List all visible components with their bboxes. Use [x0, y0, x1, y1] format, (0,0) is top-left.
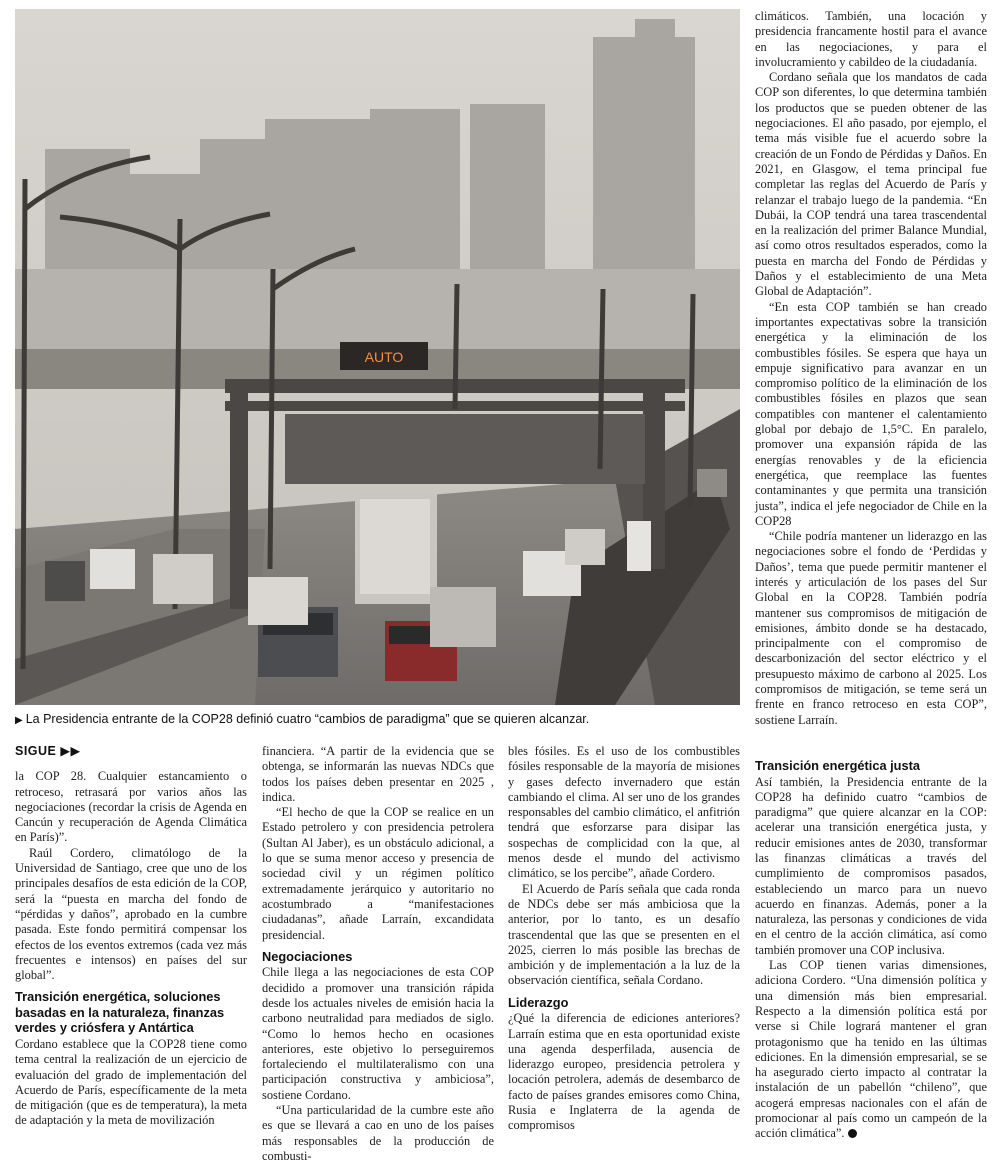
article-photo: [15, 9, 740, 705]
paragraph: “El hecho de que la COP se realice en un Estado petrolero y con presidencia petrolera (Sultan Al Jaber), es un obstáculo adicional, a lo que se suma menor acceso y presencia de sociedad civil y un régimen político extremadamente jerárquico y autoritario no acostumbrado a “manifestaciones ciudadanas”, añade Larraín, excandidata presidencial.: [262, 805, 494, 942]
paragraph: “Una particularidad de la cumbre este año es que se llevará a cao en uno de los países más responsables de la producción de combusti-: [262, 1103, 494, 1163]
paragraph: “En esta COP también se han creado importantes expectativas sobre la transición energética y la eliminación de los combustibles fósiles. Se espera que haya un empuje significativo para avanzar en un compromiso político de la eliminación de los combustibles fósiles en plazos que sean compatibles con mantener el calentamiento global por debajo de 1,5°C. En paralelo, promover una expansión rápida de las energías renovables y de la eficiencia energética, que reemplace las fuentes contaminantes y que permita una transición justa”, indica el jefe negociador de Chile en la COP28: [755, 299, 987, 528]
paragraph: bles fósiles. Es el uso de los combustibles fósiles responsable de la mayoría de misiones y gases defecto invernadero que están cambiando el clima. Al ser uno de los grandes responsables del cambio climático, el anfitrión tendrá que esforzarse para disipar las sospechas de complicidad con la que, al menos desde el mundo del activismo climático, se los percibe”, añade Cordero.: [508, 744, 740, 881]
section-heading: Transición energética justa: [755, 758, 920, 773]
paragraph: ¿Qué la diferencia de ediciones anteriores? Larraín estima que en esta oportunidad existe una agenda desperfilada, ausencia de liderazgo europeo, presidencia petrolera y locación petrolera, además de desembarco de facto de países grandes emisores como China, Rusia e Inglaterra de la agenda de compromisos: [508, 1011, 740, 1133]
paragraph: [755, 958, 987, 1142]
section-heading: Negociaciones: [262, 948, 353, 964]
paragraph: climáticos. También, una locación y presidencia francamente hostil para el avance en las negociaciones, y para el involucramiento y cabildeo de la ciudadanía.: [755, 9, 987, 69]
paragraph: Chile llega a las negociaciones de esta COP decidido a promover una transición rápida desde los actuales niveles de emisión hacia la carbono neutralidad para mediados de siglo. “Como lo hemos hecho en ocasiones anteriores, este objetivo lo perseguiremos fortaleciendo el multilateralismo con una participación constructiva y ambiciosa”, sostiene Cordano.: [262, 965, 494, 1102]
column-2: [262, 744, 494, 1164]
paragraph: la COP 28. Cualquier estancamiento o retroceso, retrasará por varios años las negociaciones (recordar la crisis de Agenda en Cancún y recuperación de Agenda Climática en París)”.: [15, 769, 247, 845]
highway-smog-photo: [15, 9, 740, 705]
caption-text: La Presidencia entrante de la COP28 definió cuatro “cambios de paradigma” que se quieren alcanzar.: [25, 712, 590, 726]
paragraph: Cordano establece que la COP28 tiene como tema central la realización de un ejercicio de evaluación del grado de implementación del Acuerdo de París, específicamente de la meta de mitigación (que es de temperatura), la meta de adaptación y la meta de movilización: [15, 1036, 247, 1128]
end-of-article-icon: [848, 1129, 857, 1138]
sign-text: AUTO: [364, 349, 404, 365]
section-heading: Transición energética, soluciones basadas en la naturaleza, finanzas verdes y criósfera y Antártica: [15, 989, 225, 1036]
paragraph: Raúl Cordero, climatólogo de la Universidad de Santiago, cree que uno de los principales desafíos de esta edición de la COP, será la “puesta en marcha del fondo de “pérdidas y daños”, aprobado en la cumbre pasada. Este fondo permitirá compensar los efectos de los eventos extremos (cada vez más frecuentes e intensos) en países del sur global”.: [15, 845, 247, 983]
caption-marker-icon: ▶: [15, 715, 23, 726]
paragraph: financiera. “A partir de la evidencia que se obtenga, se informarán las nuevas NDCs que todos los países deben presentar en 2025 , indica.: [262, 744, 494, 804]
column-1: [15, 744, 247, 1129]
column-4-top: [755, 9, 987, 728]
column-3: [508, 744, 740, 1134]
paragraph-text: Las COP tienen varias dimensiones, adiciona Cordero. “Una dimensión política y una dimensión más bien empresarial. Respecto a la dimensión política está por verse si Chile logrará mantener el gran protagonismo que ha tenido en las últimas ediciones. En la dimensión empresarial, se se ha asegurado cierto impacto al contratar la instalación de un pabellón “chileno”, que acogerá empresas nacionales con el afán de promocionar al país como un campeón de la acción climática”.: [755, 958, 987, 1141]
section-heading: Liderazgo: [508, 994, 569, 1010]
column-4-bottom: [755, 752, 987, 1142]
paragraph: Cordano señala que los mandatos de cada COP son diferentes, lo que determina también los productos que se pueden obtener de las negociaciones. El año pasado, por ejemplo, el tema más visible fue el acuerdo sobre la creación de un Fondo de Pérdidas y Daños. En 2021, en Glasgow, el tema principal fue completar las reglas del Acuerdo de París y relanzar el trabajo luego de la pandemia. “En Dubái, la COP tendrá una tarea trascendental en la realización del primer Balance Mundial, así como otros resultados esperados, como la puesta en marcha del Fondo de Pérdidas y Daños y el establecimiento de una Meta Global de Adaptación”.: [755, 70, 987, 299]
paragraph: El Acuerdo de París señala que cada ronda de NDCs debe ser más ambiciosa que la anterior, por lo tanto, es un desafío trascendental que las que se presenten en el 2025, cierren lo más posible las brechas de ambición y de implementación a la luz de la observación científica, señala Cordano.: [508, 881, 740, 988]
photo-caption: [15, 711, 740, 729]
sigue-label: SIGUE ▶▶: [15, 744, 81, 758]
paragraph: “Chile podría mantener un liderazgo en las negociaciones sobre el fondo de ‘Perdidas y Daños’, tema que puede permitir mantener el interés y articulación de los pases del Sur Global en la COP28. También podría mantener sus compromisos de mitigación de emisiones, ámbito donde se ha destacado, principalmente con el compromiso de descarbonización del sector eléctrico y el presupuesto máximo de carbono al 2025. Los compromisos de mitigación, se teme será un frente en franco retroceso en esta COP”, sostiene Larraín.: [755, 529, 987, 727]
paragraph: Así también, la Presidencia entrante de la COP28 ha definido cuatro “cambios de paradigma” que quiere alcanzar en la COP: acelerar una transición energética justa, y reducir emisiones antes de 2030, transformar las finanzas climáticas a través del cumplimiento de compromisos pasados, estableciendo un marco para un nuevo acuerdo en finanzas. Además, poner a la naturaleza, las personas y condiciones de vida en el centro de la acción climática, así como también promover una COP inclusiva.: [755, 774, 987, 957]
